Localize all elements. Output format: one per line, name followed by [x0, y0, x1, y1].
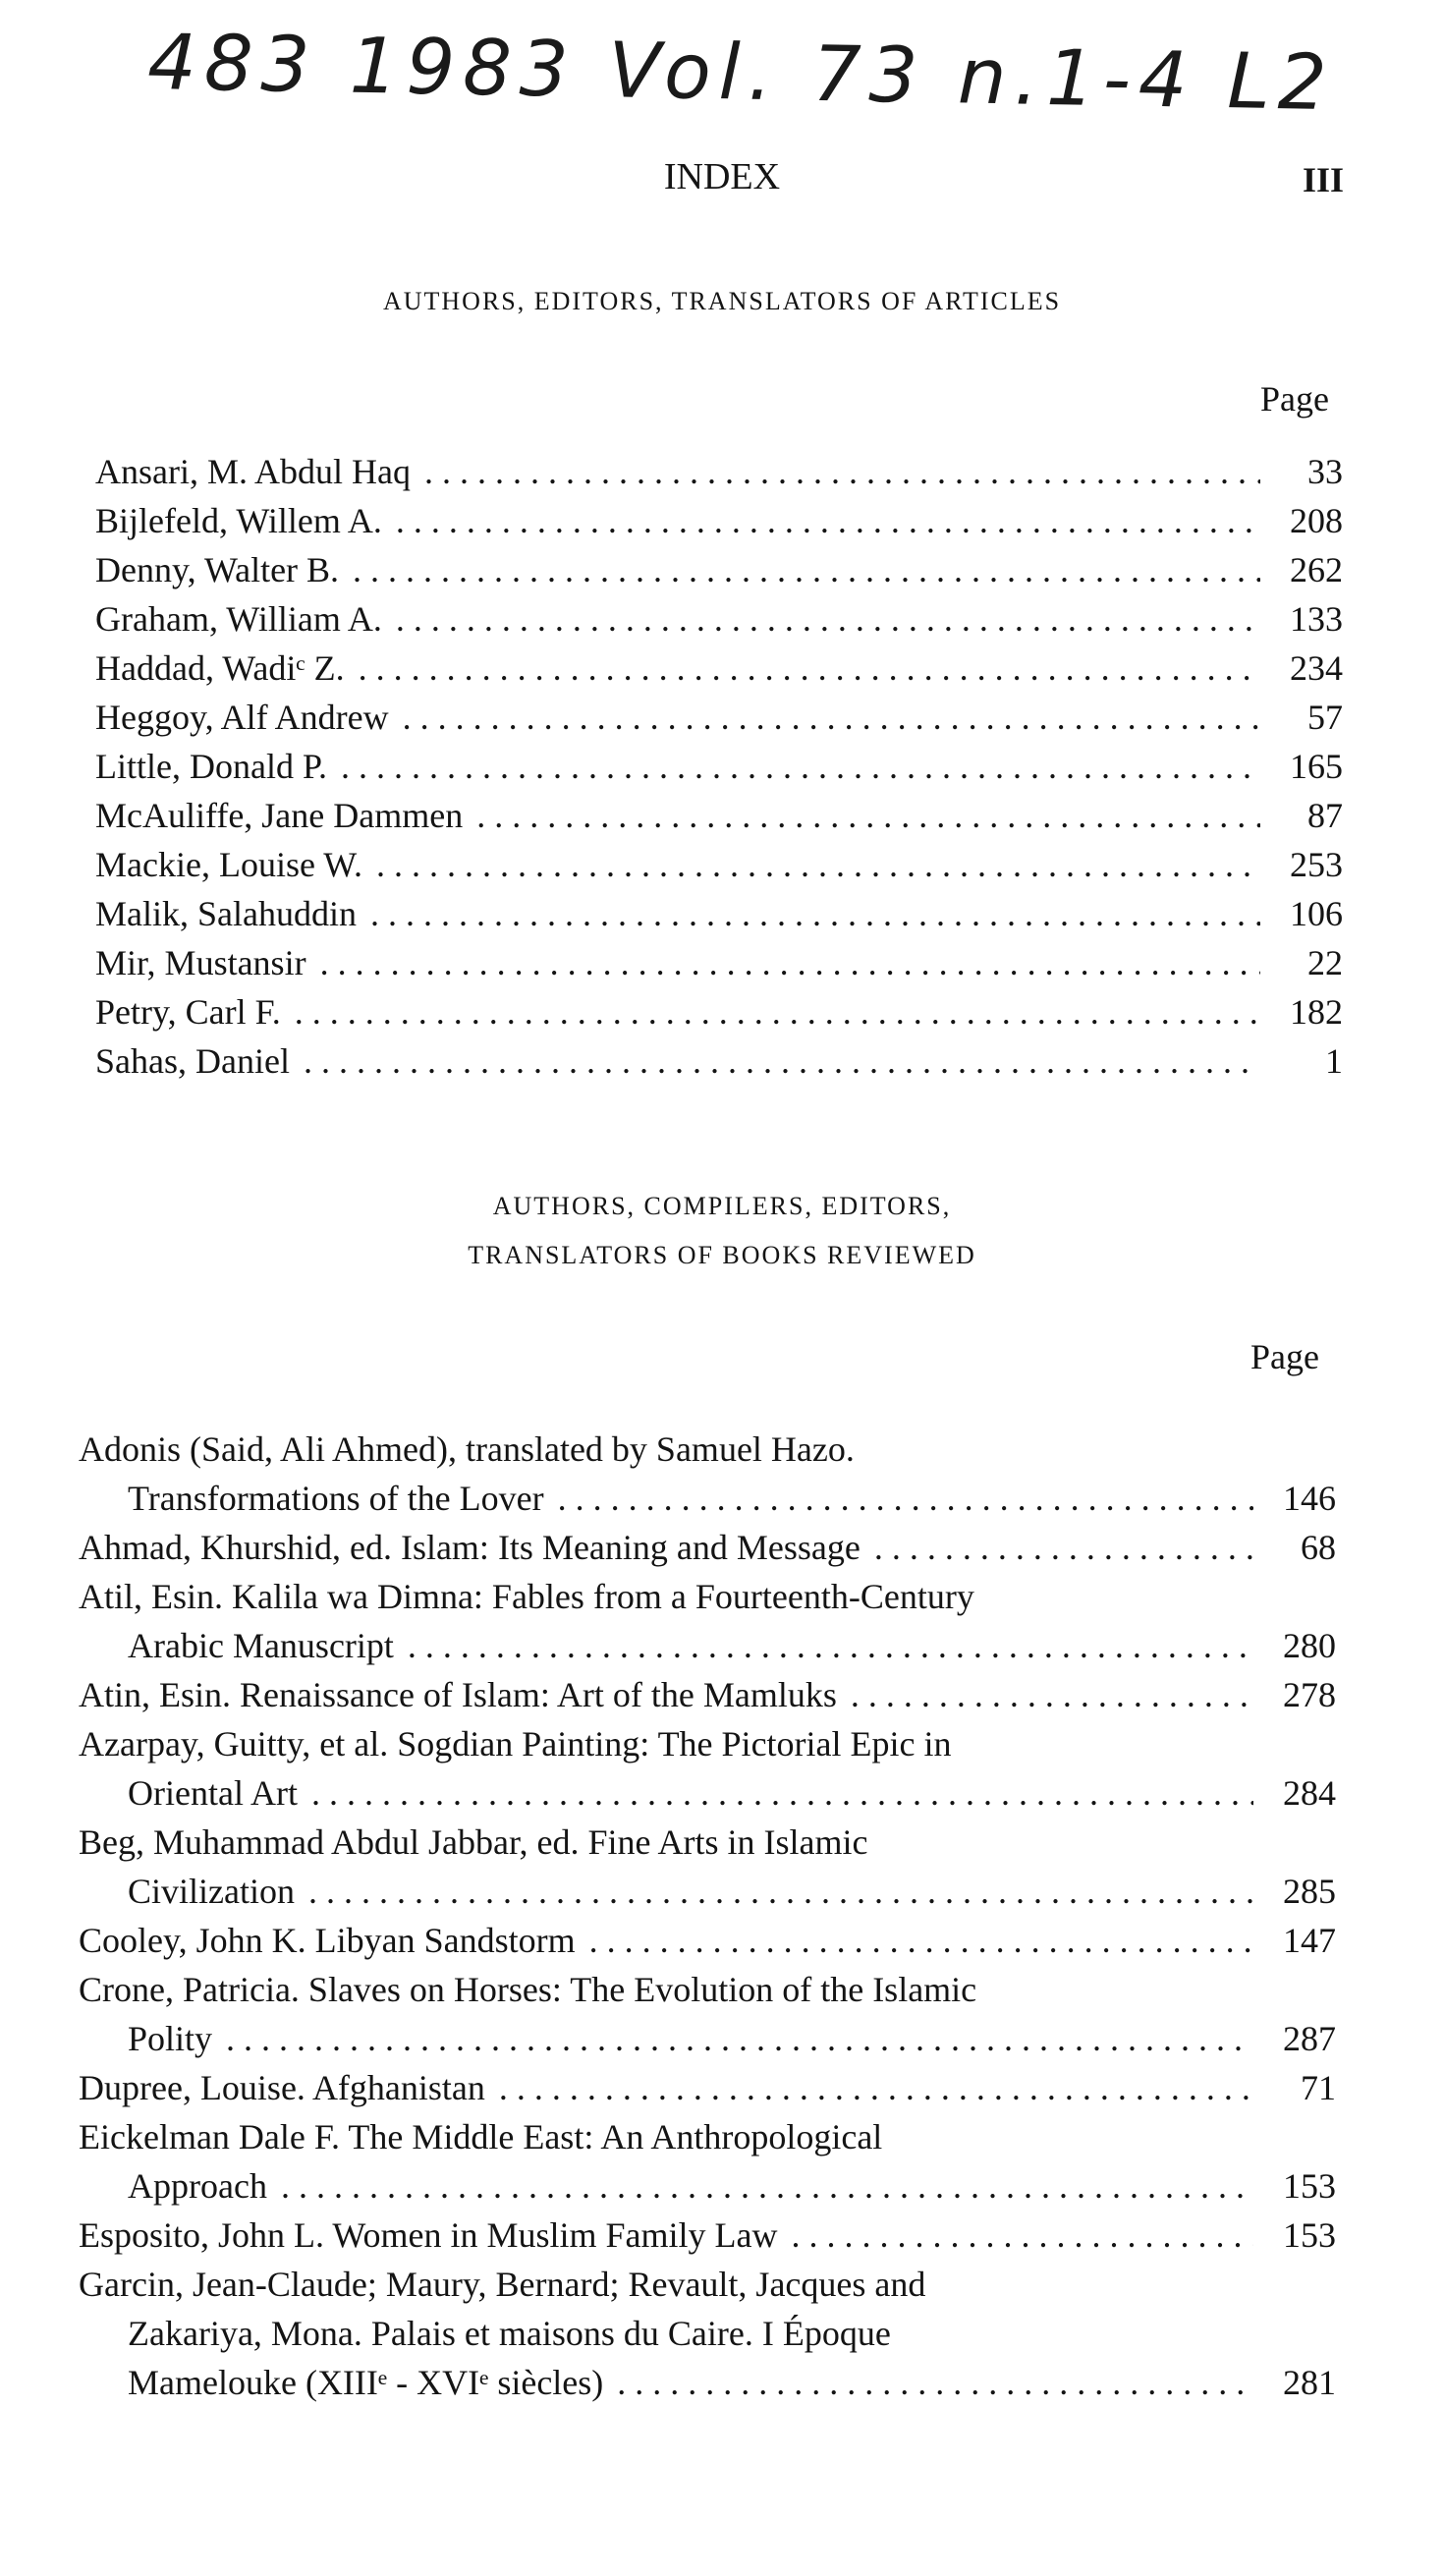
books-page-label: Page — [1250, 1337, 1319, 1376]
article-author-item — [95, 1036, 1343, 1086]
index-entry — [95, 496, 1343, 545]
entry-name: Denny, Walter B. — [95, 550, 340, 589]
entry-name: Polity — [128, 2019, 213, 2058]
article-author-item — [95, 791, 1343, 840]
article-author-item — [95, 447, 1343, 496]
index-entry — [79, 1670, 1336, 1719]
index-entry — [79, 1523, 1336, 1572]
entry-name: Little, Donald P. — [95, 747, 327, 786]
entry-name: Bijlefeld, Willem A. — [95, 501, 382, 540]
entry-page-number: 234 — [1290, 648, 1343, 688]
dot-leader — [617, 2358, 1253, 2407]
article-author-item — [95, 938, 1343, 987]
book-review-item — [79, 1916, 1336, 1965]
article-author-item — [95, 594, 1343, 644]
entry-name: Approach — [128, 2166, 267, 2206]
entry-page-number: 165 — [1290, 747, 1343, 786]
entry-text-line: Atil, Esin. Kalila wa Dimna: Fables from a Fourteenth-Century — [79, 1577, 974, 1616]
entry-text-line: Garcin, Jean-Claude; Maury, Bernard; Revault, Jacques and — [79, 2265, 926, 2304]
index-entry — [95, 840, 1343, 889]
entry-page-number: 71 — [1301, 2068, 1336, 2107]
articles-page-label: Page — [1260, 379, 1329, 419]
page-numeral: III — [1303, 160, 1345, 199]
handwritten-call-number: 483 1983 Vol. 73 n.1-4 L2 — [146, 19, 1336, 129]
index-entry — [79, 1474, 1336, 1523]
dot-leader — [424, 447, 1260, 496]
entry-name: Graham, William A. — [95, 599, 382, 639]
index-entry — [95, 545, 1343, 594]
book-review-item — [79, 1523, 1336, 1572]
index-entry — [95, 742, 1343, 791]
index-entry — [79, 2161, 1336, 2211]
entry-page-number: 133 — [1290, 599, 1343, 639]
book-review-item — [79, 1425, 1336, 1523]
entry-name: Cooley, John K. Libyan Sandstorm — [79, 1921, 576, 1960]
entry-page-number: 262 — [1290, 550, 1343, 589]
entry-name: Arabic Manuscript — [128, 1626, 394, 1665]
dot-leader — [499, 2063, 1253, 2112]
book-review-item — [79, 2063, 1336, 2112]
dot-leader — [396, 594, 1260, 644]
article-author-item — [95, 693, 1343, 742]
entry-text-line: Beg, Muhammad Abdul Jabbar, ed. Fine Arts in Islamic — [79, 1822, 868, 1862]
index-entry — [95, 644, 1343, 693]
book-review-item — [79, 1818, 1336, 1916]
dot-leader — [408, 1621, 1253, 1670]
entry-page-number: 280 — [1283, 1626, 1336, 1665]
entry-page-number: 208 — [1290, 501, 1343, 540]
entry-page-number: 182 — [1290, 992, 1343, 1032]
entry-name: Transformations of the Lover — [128, 1479, 544, 1518]
dot-leader — [320, 938, 1260, 987]
entry-text-line: Adonis (Said, Ali Ahmed), translated by Samuel Hazo. — [79, 1429, 855, 1469]
dot-leader — [311, 1768, 1253, 1818]
index-entry — [95, 938, 1343, 987]
dot-leader — [226, 2014, 1253, 2063]
dot-leader — [341, 742, 1260, 791]
index-entry — [95, 693, 1343, 742]
index-entry — [95, 594, 1343, 644]
articles-heading: AUTHORS, EDITORS, TRANSLATORS OF ARTICLES — [382, 287, 1062, 315]
article-author-item — [95, 987, 1343, 1036]
entry-page-number: 287 — [1283, 2019, 1336, 2058]
book-review-item — [79, 2112, 1336, 2211]
index-entry — [95, 889, 1343, 938]
book-review-item — [79, 1965, 1336, 2063]
entry-page-number: 68 — [1301, 1528, 1336, 1567]
index-entry — [95, 791, 1343, 840]
entry-text-line: Eickelman Dale F. The Middle East: An Anthropological — [79, 2117, 883, 2156]
dot-leader — [791, 2211, 1253, 2260]
entry-name: Malik, Salahuddin — [95, 894, 357, 933]
articles-author-list — [95, 447, 1343, 1086]
entry-name: Haddad, Wadiᶜ Z. — [95, 648, 345, 688]
dot-leader — [295, 987, 1260, 1036]
dot-leader — [589, 1916, 1253, 1965]
index-entry — [95, 987, 1343, 1036]
index-entry — [79, 1916, 1336, 1965]
article-author-item — [95, 545, 1343, 594]
entry-name: Dupree, Louise. Afghanistan — [79, 2068, 485, 2107]
dot-leader — [851, 1670, 1253, 1719]
entry-name: Mackie, Louise W. — [95, 845, 362, 884]
entry-page-number: 33 — [1307, 452, 1343, 491]
index-entry — [95, 447, 1343, 496]
entry-name: Atin, Esin. Renaissance of Islam: Art of the Mamluks — [79, 1675, 837, 1714]
entry-name: Esposito, John L. Women in Muslim Family Law — [79, 2215, 778, 2255]
entry-name: McAuliffe, Jane Dammen — [95, 796, 464, 835]
dot-leader — [308, 1867, 1253, 1916]
dot-leader — [304, 1036, 1260, 1086]
dot-leader — [396, 496, 1260, 545]
index-entry — [79, 1621, 1336, 1670]
index-entry — [79, 1867, 1336, 1916]
entry-page-number: 153 — [1283, 2166, 1336, 2206]
page-title: INDEX — [663, 156, 781, 197]
entry-name: Mir, Mustansir — [95, 943, 306, 982]
article-author-item — [95, 742, 1343, 791]
dot-leader — [874, 1523, 1253, 1572]
entry-name: Heggoy, Alf Andrew — [95, 698, 389, 737]
index-entry — [79, 2211, 1336, 2260]
index-entry — [79, 2014, 1336, 2063]
entry-text-line: Azarpay, Guitty, et al. Sogdian Painting: The Pictorial Epic in — [79, 1724, 952, 1764]
index-entry — [79, 1768, 1336, 1818]
entry-text-line: Zakariya, Mona. Palais et maisons du Caire. I Époque — [128, 2314, 891, 2353]
index-entry — [79, 2358, 1336, 2407]
article-author-item — [95, 889, 1343, 938]
entry-page-number: 278 — [1283, 1675, 1336, 1714]
book-review-item — [79, 1572, 1336, 1670]
entry-page-number: 106 — [1290, 894, 1343, 933]
dot-leader — [370, 889, 1260, 938]
books-reviewed-list — [79, 1425, 1336, 2407]
entry-page-number: 147 — [1283, 1921, 1336, 1960]
book-review-item — [79, 1670, 1336, 1719]
book-review-item — [79, 2211, 1336, 2260]
dot-leader — [476, 791, 1260, 840]
index-entry — [79, 2063, 1336, 2112]
entry-page-number: 281 — [1283, 2363, 1336, 2402]
entry-page-number: 285 — [1283, 1872, 1336, 1911]
entry-name: Oriental Art — [128, 1773, 298, 1813]
entry-name: Ahmad, Khurshid, ed. Islam: Its Meaning and Message — [79, 1528, 861, 1567]
entry-name: Civilization — [128, 1872, 295, 1911]
book-review-item — [79, 1719, 1336, 1818]
article-author-item — [95, 644, 1343, 693]
books-heading-line-1: AUTHORS, COMPILERS, EDITORS, — [492, 1192, 952, 1220]
dot-leader — [558, 1474, 1253, 1523]
entry-name: Mamelouke (XIIIᵉ - XVIᵉ siècles) — [128, 2363, 604, 2402]
entry-page-number: 87 — [1307, 796, 1343, 835]
entry-name: Petry, Carl F. — [95, 992, 281, 1032]
entry-page-number: 284 — [1283, 1773, 1336, 1813]
entry-page-number: 57 — [1307, 698, 1343, 737]
entry-page-number: 1 — [1325, 1041, 1343, 1081]
dot-leader — [376, 840, 1260, 889]
article-author-item — [95, 840, 1343, 889]
entry-page-number: 22 — [1307, 943, 1343, 982]
dot-leader — [359, 644, 1260, 693]
entry-page-number: 146 — [1283, 1479, 1336, 1518]
entry-text-line: Crone, Patricia. Slaves on Horses: The Evolution of the Islamic — [79, 1970, 977, 2009]
entry-name: Ansari, M. Abdul Haq — [95, 452, 411, 491]
entry-page-number: 253 — [1290, 845, 1343, 884]
dot-leader — [353, 545, 1260, 594]
dot-leader — [281, 2161, 1253, 2211]
dot-leader — [403, 693, 1260, 742]
entry-name: Sahas, Daniel — [95, 1041, 290, 1081]
index-entry — [95, 1036, 1343, 1086]
entry-page-number: 153 — [1283, 2215, 1336, 2255]
book-review-item — [79, 2260, 1336, 2407]
books-heading-line-2: TRANSLATORS OF BOOKS REVIEWED — [468, 1241, 976, 1269]
article-author-item — [95, 496, 1343, 545]
